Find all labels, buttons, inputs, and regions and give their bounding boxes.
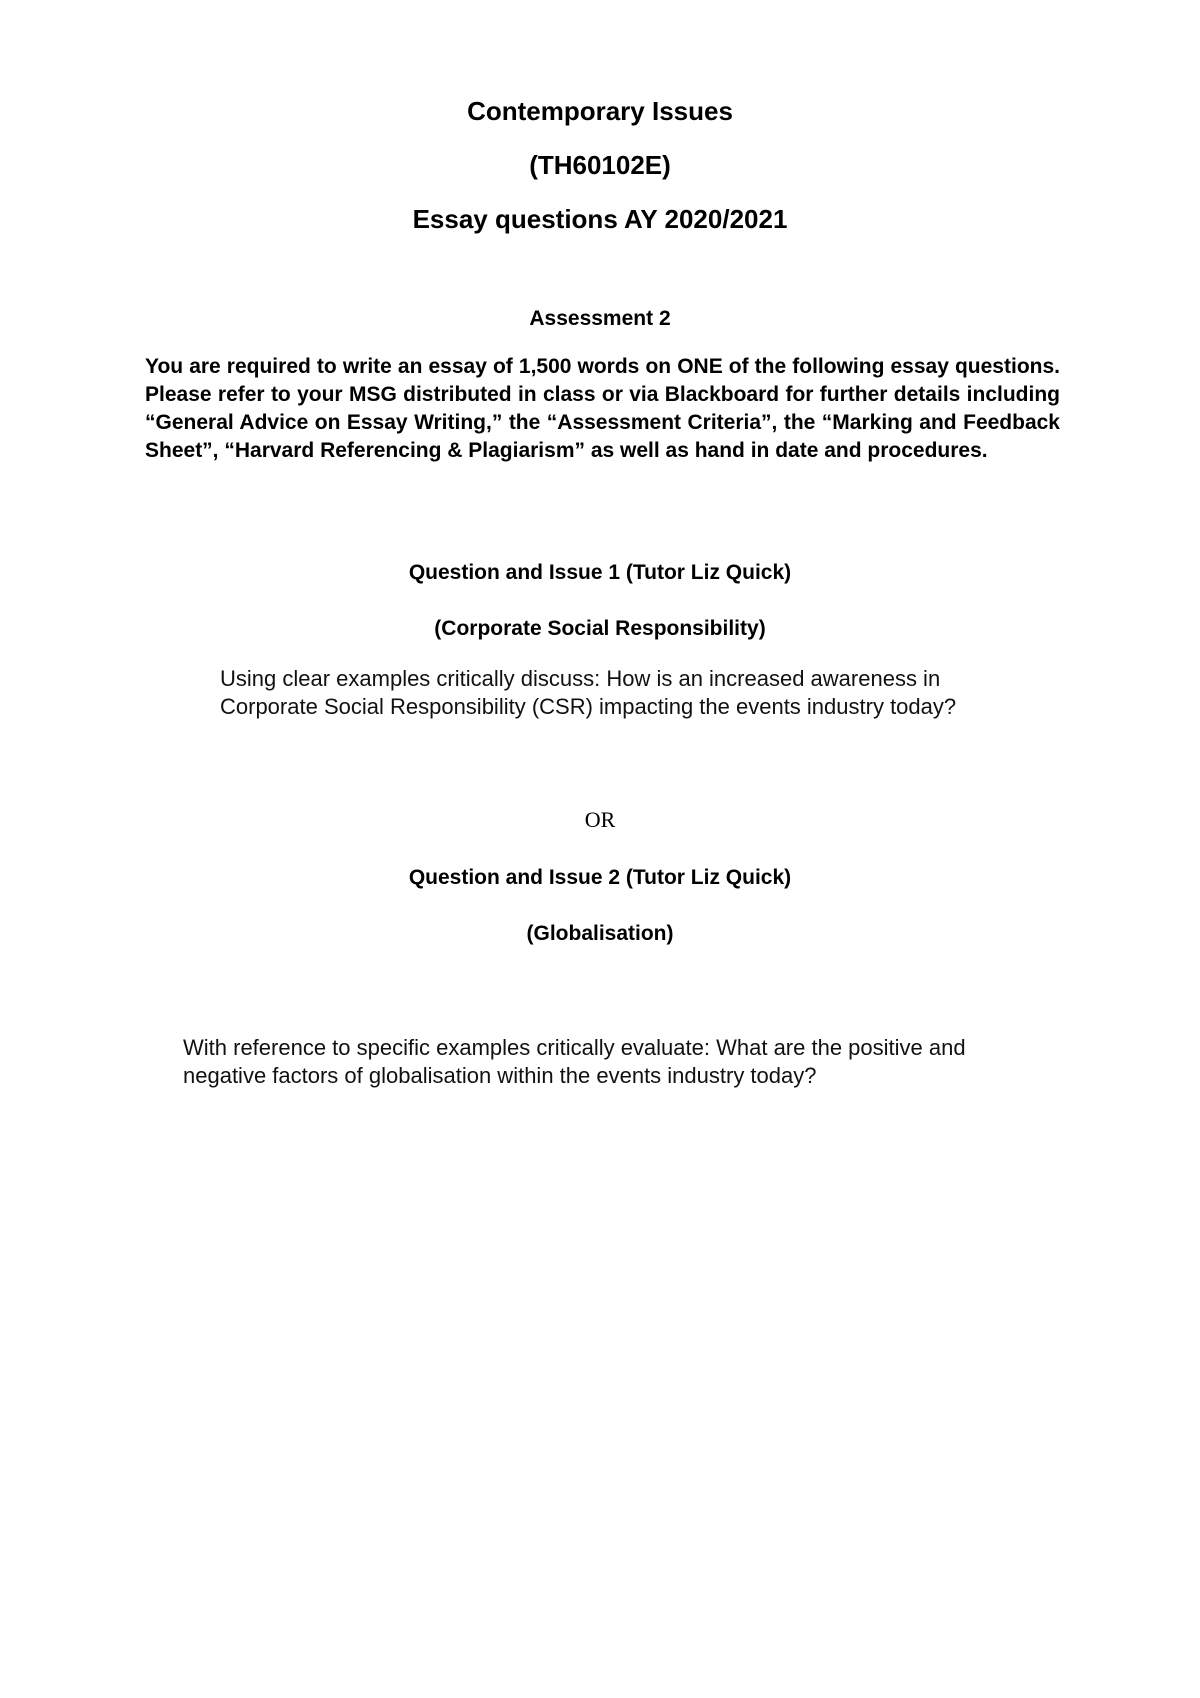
question-1-text-line-2: Corporate Social Responsibility (CSR) impacting the events industry today? xyxy=(220,694,957,719)
question-2-text-line-1: With reference to specific examples critically evaluate: What are the positive and xyxy=(183,1035,966,1060)
assessment-heading: Assessment 2 xyxy=(529,307,671,330)
document-title: Contemporary Issues xyxy=(467,96,733,126)
or-separator: OR xyxy=(584,807,616,832)
assessment-instructions: You are required to write an essay of 1,500 words on ONE of the following essay questions. Please refer to your MSG distributed in class or via Blackboard for further details including “General Advice on Essay Writing,” the “Assessment Criteria”, the “Marking and Feedback Sheet”, “Harvard Referencing & Plagiarism” as well as hand in date and procedures. xyxy=(145,355,1060,462)
question-2-text-line-2: negative factors of globalisation within the events industry today? xyxy=(183,1063,817,1088)
question-1-topic: (Corporate Social Responsibility) xyxy=(434,617,766,640)
question-2-topic: (Globalisation) xyxy=(526,922,674,945)
question-1-text-line-1: Using clear examples critically discuss: How is an increased awareness in xyxy=(220,666,941,691)
document-subtitle: Essay questions AY 2020/2021 xyxy=(412,204,788,234)
module-code: (TH60102E) xyxy=(529,150,671,180)
question-1-heading: Question and Issue 1 (Tutor Liz Quick) xyxy=(408,561,792,584)
question-2-heading: Question and Issue 2 (Tutor Liz Quick) xyxy=(408,866,792,889)
